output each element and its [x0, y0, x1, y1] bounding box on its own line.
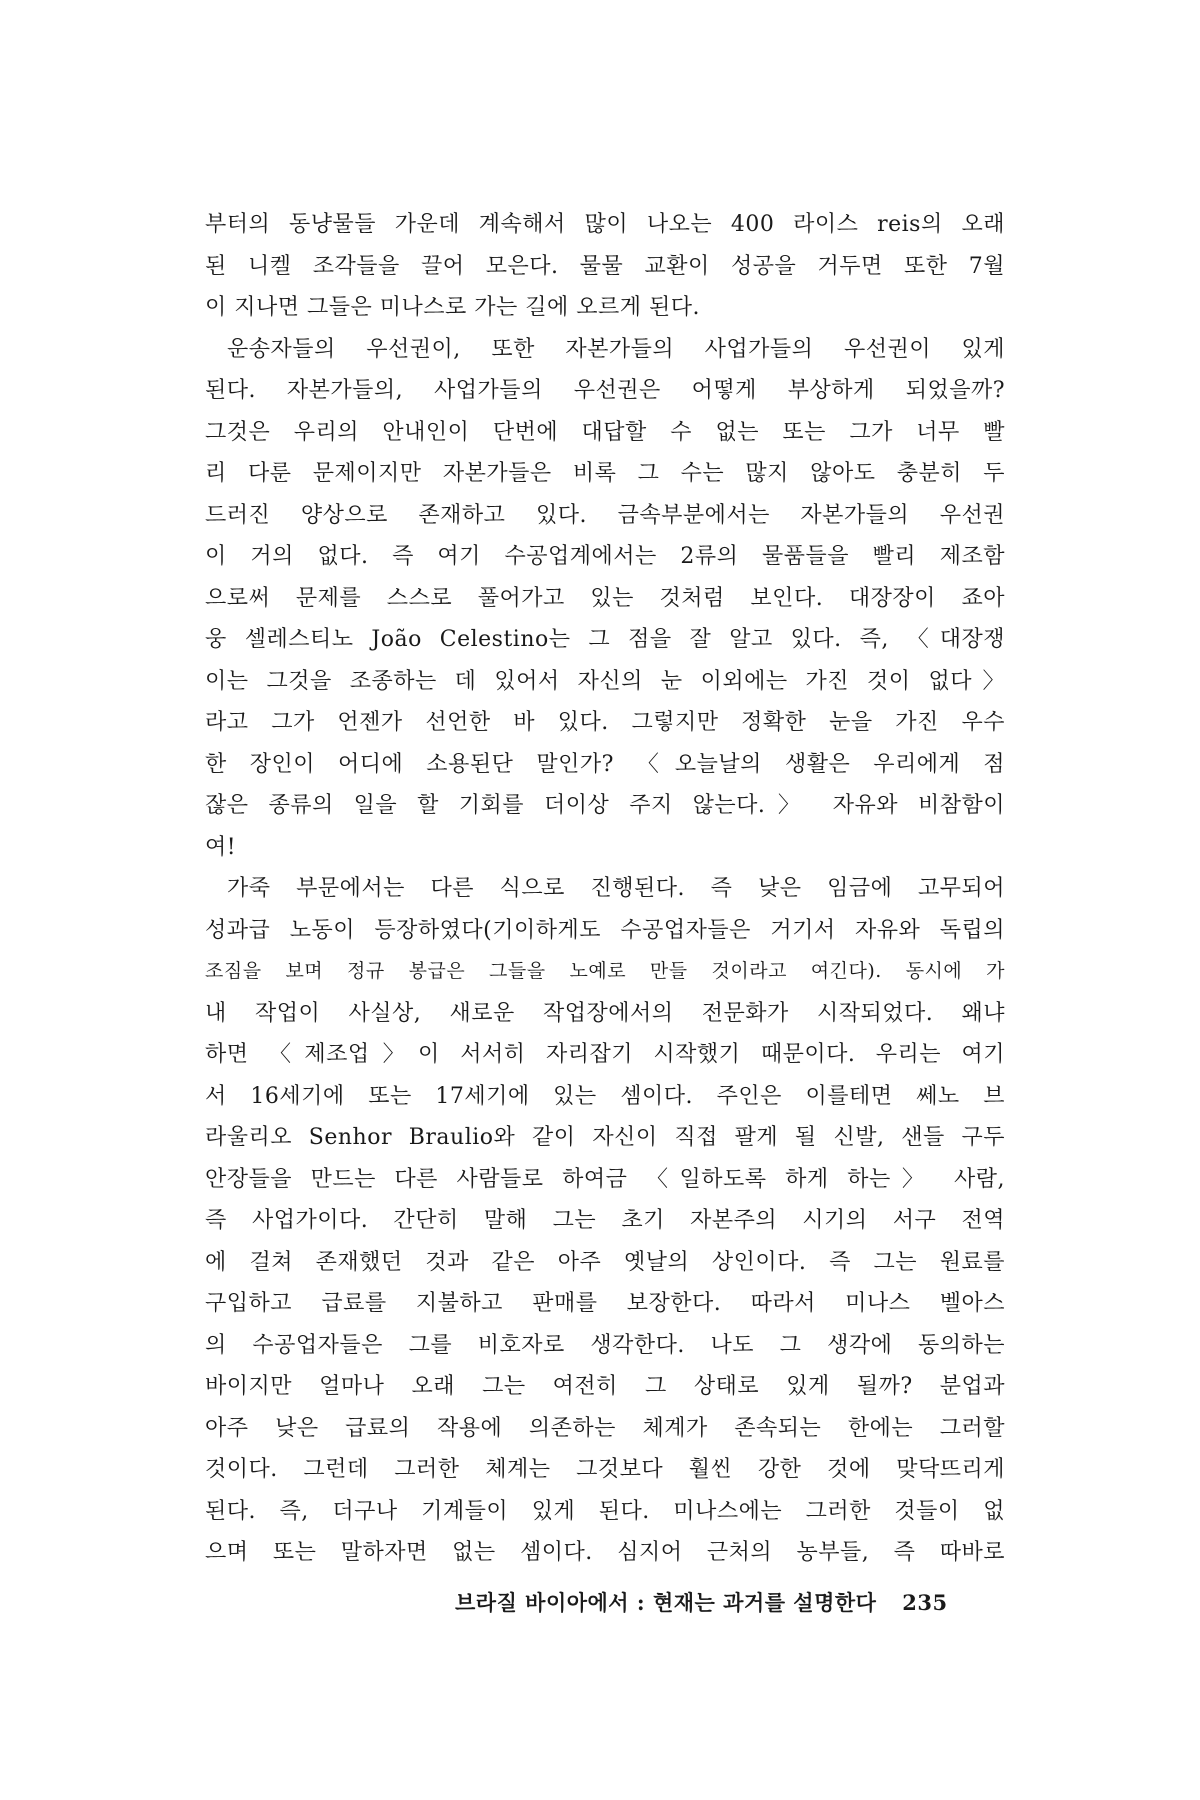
text-line: 하면 〈제조업〉이 서서히 자리잡기 시작했기 때문이다. 우리는 여기 [205, 1042, 1005, 1067]
page-number: 235 [902, 1590, 948, 1615]
text-line: 으로써 문제를 스스로 풀어가고 있는 것처럼 보인다. 대장장이 죠아 [205, 585, 1005, 611]
text-line: 안장들을 만드는 다른 사람들로 하여금 〈일하도록 하게 하는〉 사람, [205, 1166, 1005, 1192]
text-line-with-parenthetical: 성과급 노동이 등장하였다(기이하게도 수공업자들은 거기서 자유와 독립의 [205, 917, 1005, 943]
text-line: 이는 그것을 조종하는 데 있어서 자신의 눈 이외에는 가진 것이 없다〉 [205, 668, 1005, 694]
text-line: 리 다룬 문제이지만 자본가들은 비록 그 수는 많지 않아도 충분히 두 [205, 461, 1005, 486]
text-line: 그것은 우리의 안내인이 단번에 대답할 수 없는 또는 그가 너무 빨 [205, 419, 1005, 445]
text-line: 이 거의 없다. 즉 여기 수공업계에서는 2류의 물품들을 빨리 제조함 [205, 544, 1005, 569]
paragraph-first-line: 가죽 부문에서는 다른 식으로 진행된다. 즉 낮은 임금에 고무되어 [227, 876, 1005, 901]
text-line: 한 장인이 어디에 소용된단 말인가? 〈오늘날의 생활은 우리에게 점 [205, 751, 1005, 777]
text-line: 라울리오 Senhor Braulio와 같이 자신이 직접 팔게 될 신발, 샌들 구두 [205, 1125, 1005, 1150]
footer-chapter-title: 브라질 바이아에서 : 현재는 과거를 설명한다 [455, 1590, 877, 1615]
text-line: 된 니켈 조각들을 끌어 모은다. 물물 교환이 성공을 거두면 또한 7월 [205, 253, 1005, 279]
text-line: 바이지만 얼마나 오래 그는 여전히 그 상태로 있게 될까? 분업과 [205, 1374, 1005, 1399]
text-line: 된다. 즉, 더구나 기계들이 있게 된다. 미나스에는 그러한 것들이 없 [205, 1498, 1005, 1524]
text-line: 에 걸쳐 존재했던 것과 같은 아주 옛날의 상인이다. 즉 그는 원료를 [205, 1249, 1005, 1275]
running-footer [455, 1587, 1005, 1617]
text-line: 웅 셀레스티노 João Celestino는 그 점을 잘 알고 있다. 즉, 〈대장쟁 [205, 627, 1005, 652]
text-line: 드러진 양상으로 존재하고 있다. 금속부분에서는 자본가들의 우선권 [205, 502, 1005, 528]
text-line: 으며 또는 말하자면 없는 셈이다. 심지어 근처의 농부들, 즉 따바로 [205, 1540, 1005, 1565]
text-line: 것이다. 그런데 그러한 체계는 그것보다 훨씬 강한 것에 맞닥뜨리게 [205, 1457, 1005, 1482]
text-line: 서 16세기에 또는 17세기에 있는 셈이다. 주인은 이를테면 쎄노 브 [205, 1083, 1005, 1109]
text-line: 된다. 자본가들의, 사업가들의 우선권은 어떻게 부상하게 되었을까? [205, 378, 1005, 403]
text-line: 부터의 동냥물들 가운데 계속해서 많이 나오는 400 라이스 reis의 오래 [205, 212, 1005, 237]
text-line: 내 작업이 사실상, 새로운 작업장에서의 전문화가 시작되었다. 왜냐 [205, 1000, 1005, 1026]
text-line: 의 수공업자들은 그를 비호자로 생각한다. 나도 그 생각에 동의하는 [205, 1332, 1005, 1358]
body-text [205, 204, 1005, 1574]
text-line: 잖은 종류의 일을 할 기회를 더이상 주지 않는다.〉 자유와 비참함이 [205, 793, 1005, 818]
text-line: 아주 낮은 급료의 작용에 의존하는 체계가 존속되는 한에는 그러할 [205, 1415, 1005, 1441]
paragraph-first-line: 운송자들의 우선권이, 또한 자본가들의 사업가들의 우선권이 있게 [227, 336, 1005, 362]
text-line: 구입하고 급료를 지불하고 판매를 보장한다. 따라서 미나스 벨아스 [205, 1291, 1005, 1316]
text-line: 이 지나면 그들은 미나스로 가는 길에 오르게 된다. [205, 295, 700, 320]
text-line: 즉 사업가이다. 간단히 말해 그는 초기 자본주의 시기의 서구 전역 [205, 1208, 1005, 1233]
text-line-with-parenthetical: 조짐을 보며 정규 봉급은 그들을 노예로 만들 것이라고 여긴다). 동시에 가 [205, 960, 1005, 982]
text-line: 여! [205, 834, 237, 860]
text-line: 라고 그가 언젠가 선언한 바 있다. 그렇지만 정확한 눈을 가진 우수 [205, 710, 1005, 735]
